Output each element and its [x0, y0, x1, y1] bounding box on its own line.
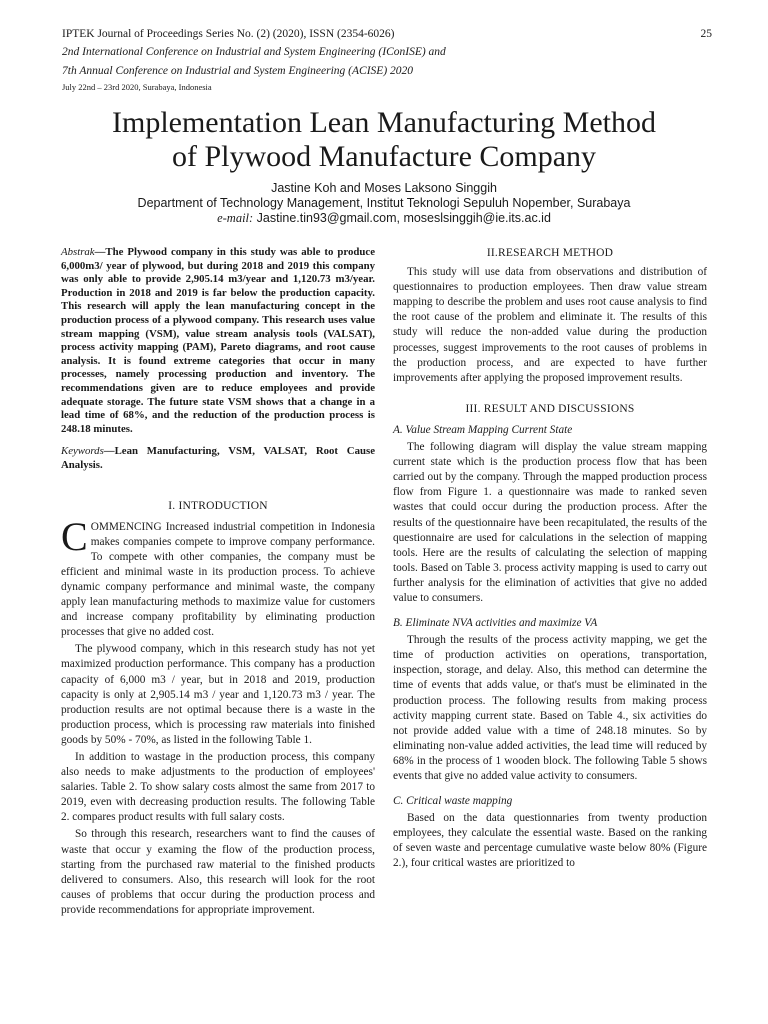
keywords-text: —Lean Manufacturing, VSM, VALSAT, Root Cause Analysis. [61, 445, 375, 471]
intro-paragraph-1-text: OMMENCING Increased industrial competition in Indonesia makes companies compete to improve company performance. To compete with other companies, the company must be efficient and minimal waste in its production process. To achieve dynamic company performance and minimal waste, the company apply lean manufacturing methods to maximize value for customers and increase company profitability by eliminating production processes that give no added cost. [61, 520, 375, 639]
journal-name: IPTEK Journal of Proceedings Series No. (2) (2020), ISSN (2354-6026) [62, 28, 395, 40]
email-address: Jastine.tin93@gmail.com, moseslsinggih@ie.its.ac.id [253, 211, 551, 225]
abstract-text: —The Plywood company in this study was able to produce 6,000m3/ year of plywood, but during 2018 and 2019 this company was only able to provide 2,905.14 m3/year and 1,120.73 m3/year. Production in 2018 and 2019 is far below the production capacity. This research will apply the lean manufacturing concept in the production process of a plywood company. This research uses value stream mapping (VSM), value stream analysis tools (VALSAT), process activity mapping (PAM), Pareto diagrams, and root cause analysis. It is found extreme categories that occur in many processes, namely processing production and inventory. The recommendations given are to reduce employees and provide adequate storage. The future state VSM shows that a change in a lead time of 68%, and the reduction of the production process is 248.18 minutes. [61, 246, 375, 435]
abstract [61, 246, 375, 436]
results-paragraph-b: Through the results of the process activity mapping, we get the time of production activities on operations, transportation, inspection, storage, and delay. Also, this method can determine the time of events that adds value, or that's must be eliminated in the production process. The following results from making process activity mapping current state. Based on Table 4., six activities do not provide added value with a time of 248.18 minutes. So by eliminating non-value added activities, the lead time will reduced by 68% in the process of 1 wooden block. The following Table 5 shows events that give no added value activity to consumers. [393, 634, 707, 782]
right-column [393, 246, 707, 872]
drop-cap: C [61, 513, 88, 559]
keywords [61, 445, 375, 472]
title-line-1: Implementation Lean Manufacturing Method [112, 106, 656, 139]
results-paragraph-c: Based on the data questionnaries from twenty production employees, they calculate the essential waste. Based on the ranking of seven waste and percentage cumulative waste below 80% (Figure 2.), four critical wastes are prioritized to [393, 812, 707, 870]
email-line [40, 210, 728, 226]
left-column [61, 246, 375, 918]
subsection-heading-c: C. Critical waste mapping [393, 795, 513, 808]
authors: Jastine Koh and Moses Laksono Singgih [271, 181, 497, 195]
abstract-label: Abstrak [61, 246, 95, 258]
intro-paragraph-1 [61, 513, 375, 641]
intro-paragraph-4: So through this research, researchers want to find the causes of waste that occur y examing the flow of the production process, starting from the purchased raw material to the finished products delivered to consumers. Also, this research will look for the root causes of problems that occur during the production process and provide recommendations for appropriate improvement. [61, 828, 375, 916]
subsection-heading-b: B. Eliminate NVA activities and maximize VA [393, 617, 598, 630]
conference-line-2: 7th Annual Conference on Industrial and System Engineering (ACISE) 2020 [62, 65, 414, 77]
paper-title [40, 106, 728, 174]
affiliation: Department of Technology Management, Institut Teknologi Sepuluh Nopember, Surabaya [137, 196, 631, 210]
conference-line-1: 2nd International Conference on Industrial and System Engineering (IConISE) and [62, 46, 446, 58]
intro-paragraph-2: The plywood company, which in this research study has not yet maximized production performance. This company has a production capacity of 6,000 m3 / year, but in 2018 and 2019, production capacity is only at 2,905.14 m3 / year and 1,120.73 m3 / year. The production results are not optimal because there is a waste in the production process, which is processing raw materials into finished goods by 50% - 70%, as listed in the following Table 1. [61, 643, 375, 746]
results-paragraph-a: The following diagram will display the value stream mapping current state which is the production process flow that has been carried out by the company. Through the mapped production process flow from Figure 1. a questionnaire was made to ranked seven wastes that could occur during the production process. After the results of the questionnaire have been recapitulated, the results of the questionnaire are used for calculations in the selection of mapping tools. Here are the results of calculating the selection of mapping tools. Based on Table 3. process activity mapping is used to carry out further analysis for the elimination of activities that give no added value to consumers. [393, 441, 707, 604]
subsection-heading-a: A. Value Stream Mapping Current State [393, 423, 573, 436]
section-heading-research-method: II.RESEARCH METHOD [486, 247, 614, 259]
intro-paragraph-3: In addition to wastage in the production process, this company also needs to make adjustments to the production of employees' salaries. Table 2. To show salary costs almost the same from 2017 to 2019, even with decreasing production results. The following Table 2. compares product results with full salary costs. [61, 751, 375, 824]
conference-dates: July 22nd – 23rd 2020, Surabaya, Indonesia [62, 82, 212, 92]
title-line-2: of Plywood Manufacture Company [171, 140, 597, 173]
email-label: e-mail: [217, 211, 254, 225]
keywords-label: Keywords [61, 445, 104, 458]
page-number: 25 [700, 28, 712, 40]
method-paragraph: This study will use data from observations and distribution of questionnaires to production employees. Then draw value stream mapping to describe the problem and uses root cause analysis to find the root cause of the problem and eliminate it. The results of this study will reduce the non-added value during the production processes, suggest improvements to the root causes of problems in the production process, and are expected to have further improvements after applying the proposed improvement results. [393, 266, 707, 384]
section-heading-introduction: I. INTRODUCTION [168, 499, 268, 512]
running-header [62, 26, 712, 42]
section-heading-results: III. RESULT AND DISCUSSIONS [465, 402, 635, 415]
